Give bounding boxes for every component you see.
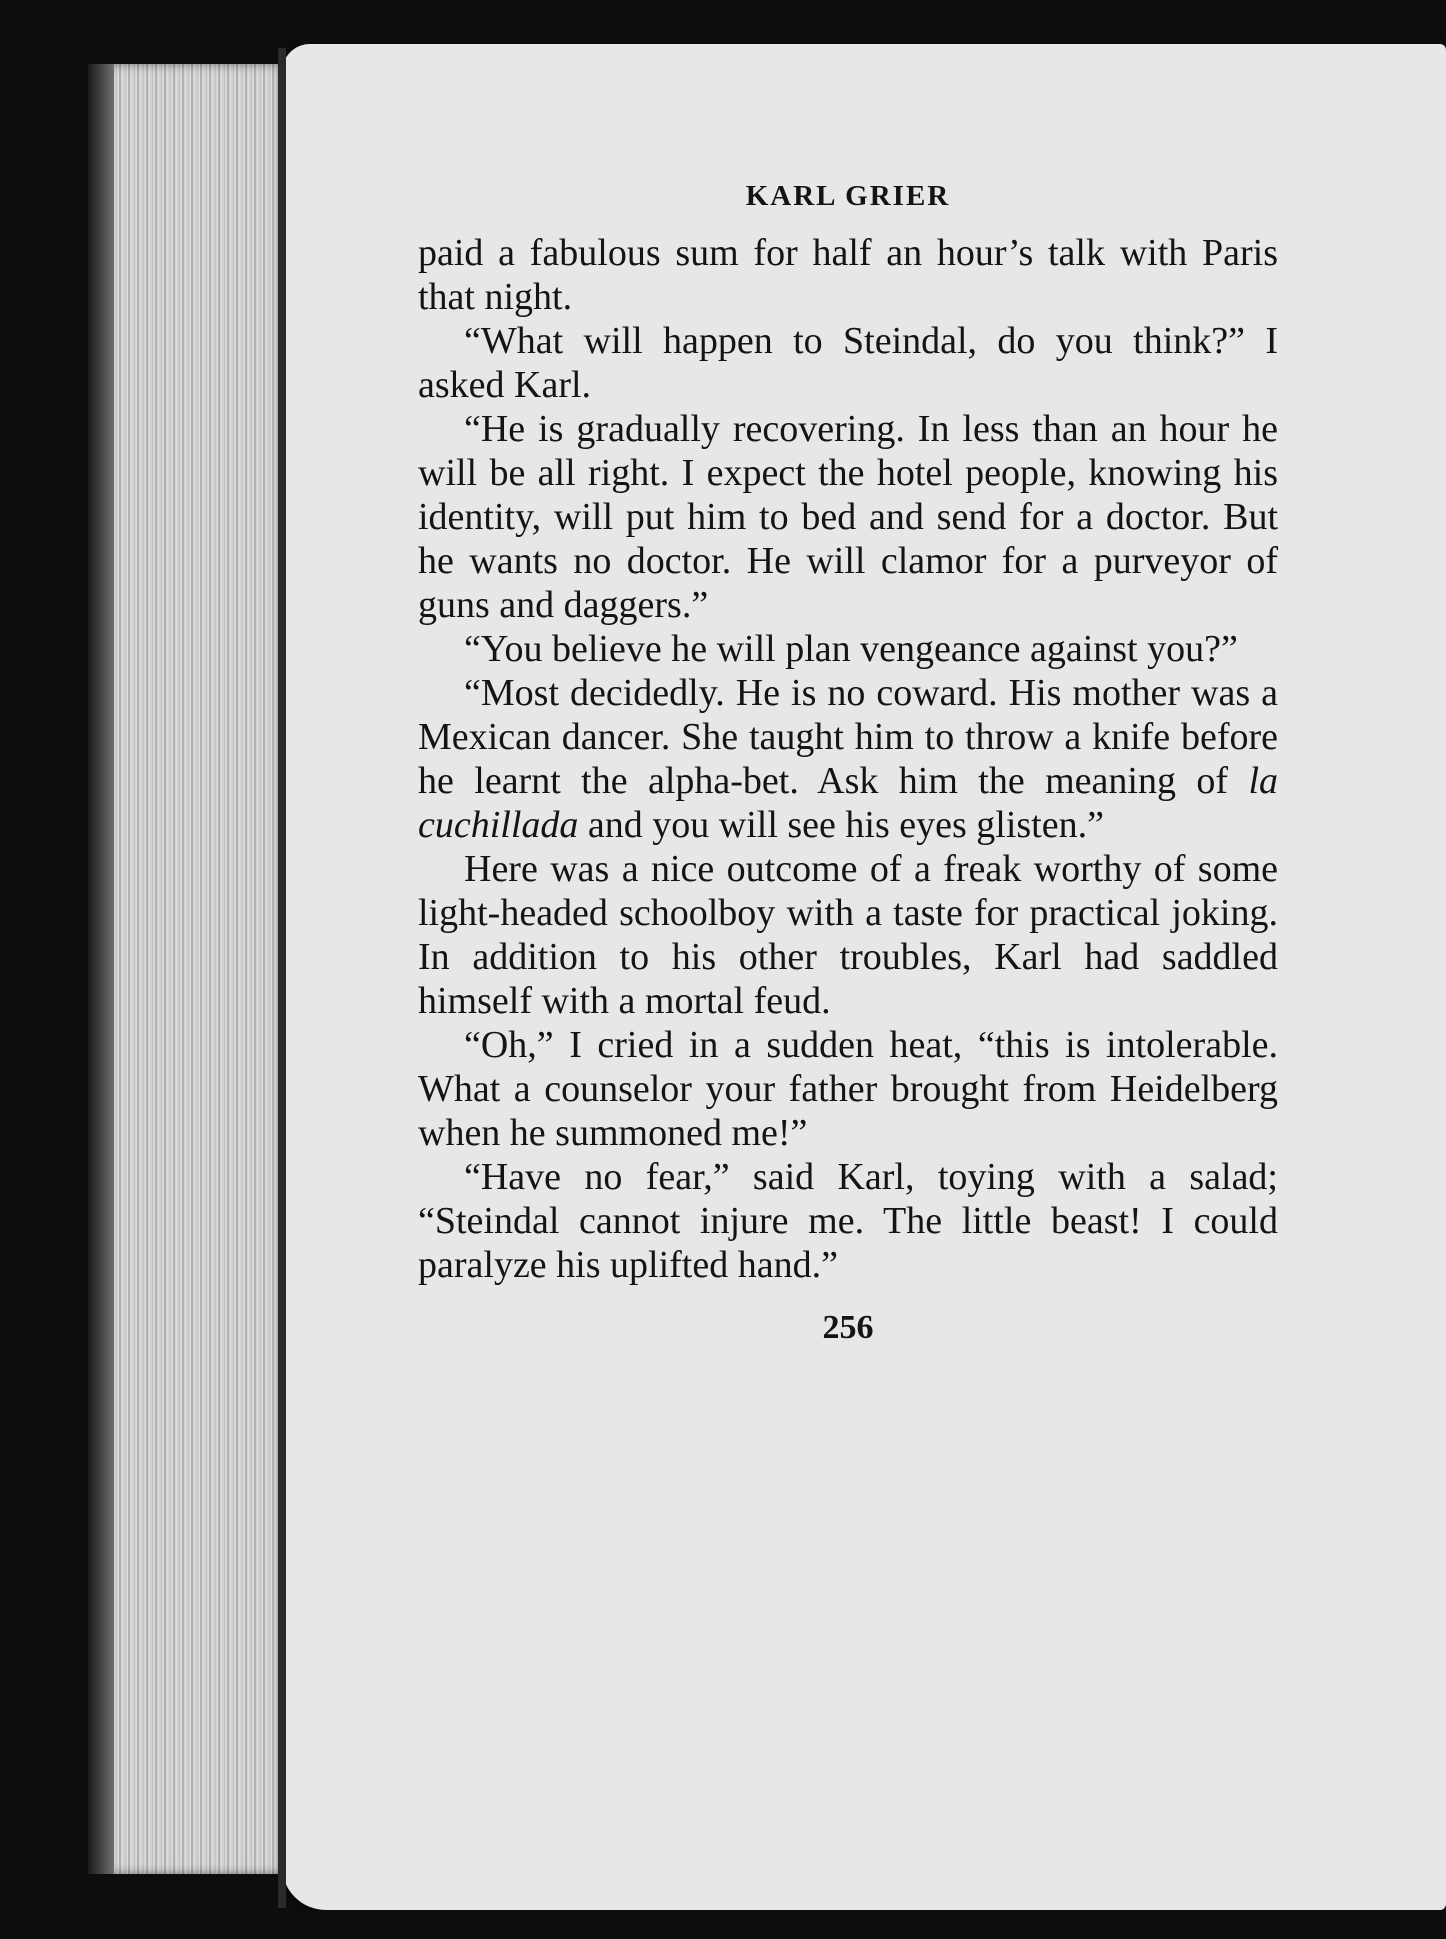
paragraph: Here was a nice outcome of a freak worthy of some light-headed schoolboy with a taste for practical joking. In addition to his other troubles, Karl had saddled himself with a mortal feud. (418, 848, 1278, 1022)
paragraph (418, 671, 1278, 847)
page-gutter (278, 48, 286, 1908)
page-edges (88, 64, 288, 1874)
paragraph: “You believe he will plan vengeance against you?” (464, 628, 1238, 670)
paragraph: “He is gradually recovering. In less than an hour he will be all right. I expect the hotel people, knowing his identity, will put him to bed and send for a doctor. But he wants no doctor. He will clamor for a purveyor of guns and daggers.” (418, 408, 1278, 626)
paragraph-text: and you will see his eyes glisten.” (578, 804, 1104, 846)
body-text (418, 231, 1278, 1287)
page-number: 256 (822, 1309, 874, 1346)
paragraph: “What will happen to Steindal, do you think?” I asked Karl. (418, 320, 1278, 406)
italic-phrase: la cuchillada (418, 760, 1278, 846)
paragraph-text: “Most decidedly. He is no coward. His mother was a Mexican dancer. She taught him to throw a knife before he learnt the alpha-bet. Ask him the meaning of (418, 672, 1278, 802)
paragraph: paid a fabulous sum for half an hour’s talk with Paris that night. (418, 232, 1278, 318)
running-head: KARL GRIER (745, 180, 951, 212)
page-content (418, 160, 1278, 1347)
paragraph: “Oh,” I cried in a sudden heat, “this is intolerable. What a counselor your father brought from Heidelberg when he summoned me!” (418, 1024, 1278, 1154)
binding-shadow (88, 64, 114, 1874)
paragraph: “Have no fear,” said Karl, toying with a salad; “Steindal cannot injure me. The little beast! I could paralyze his uplifted hand.” (418, 1156, 1278, 1286)
